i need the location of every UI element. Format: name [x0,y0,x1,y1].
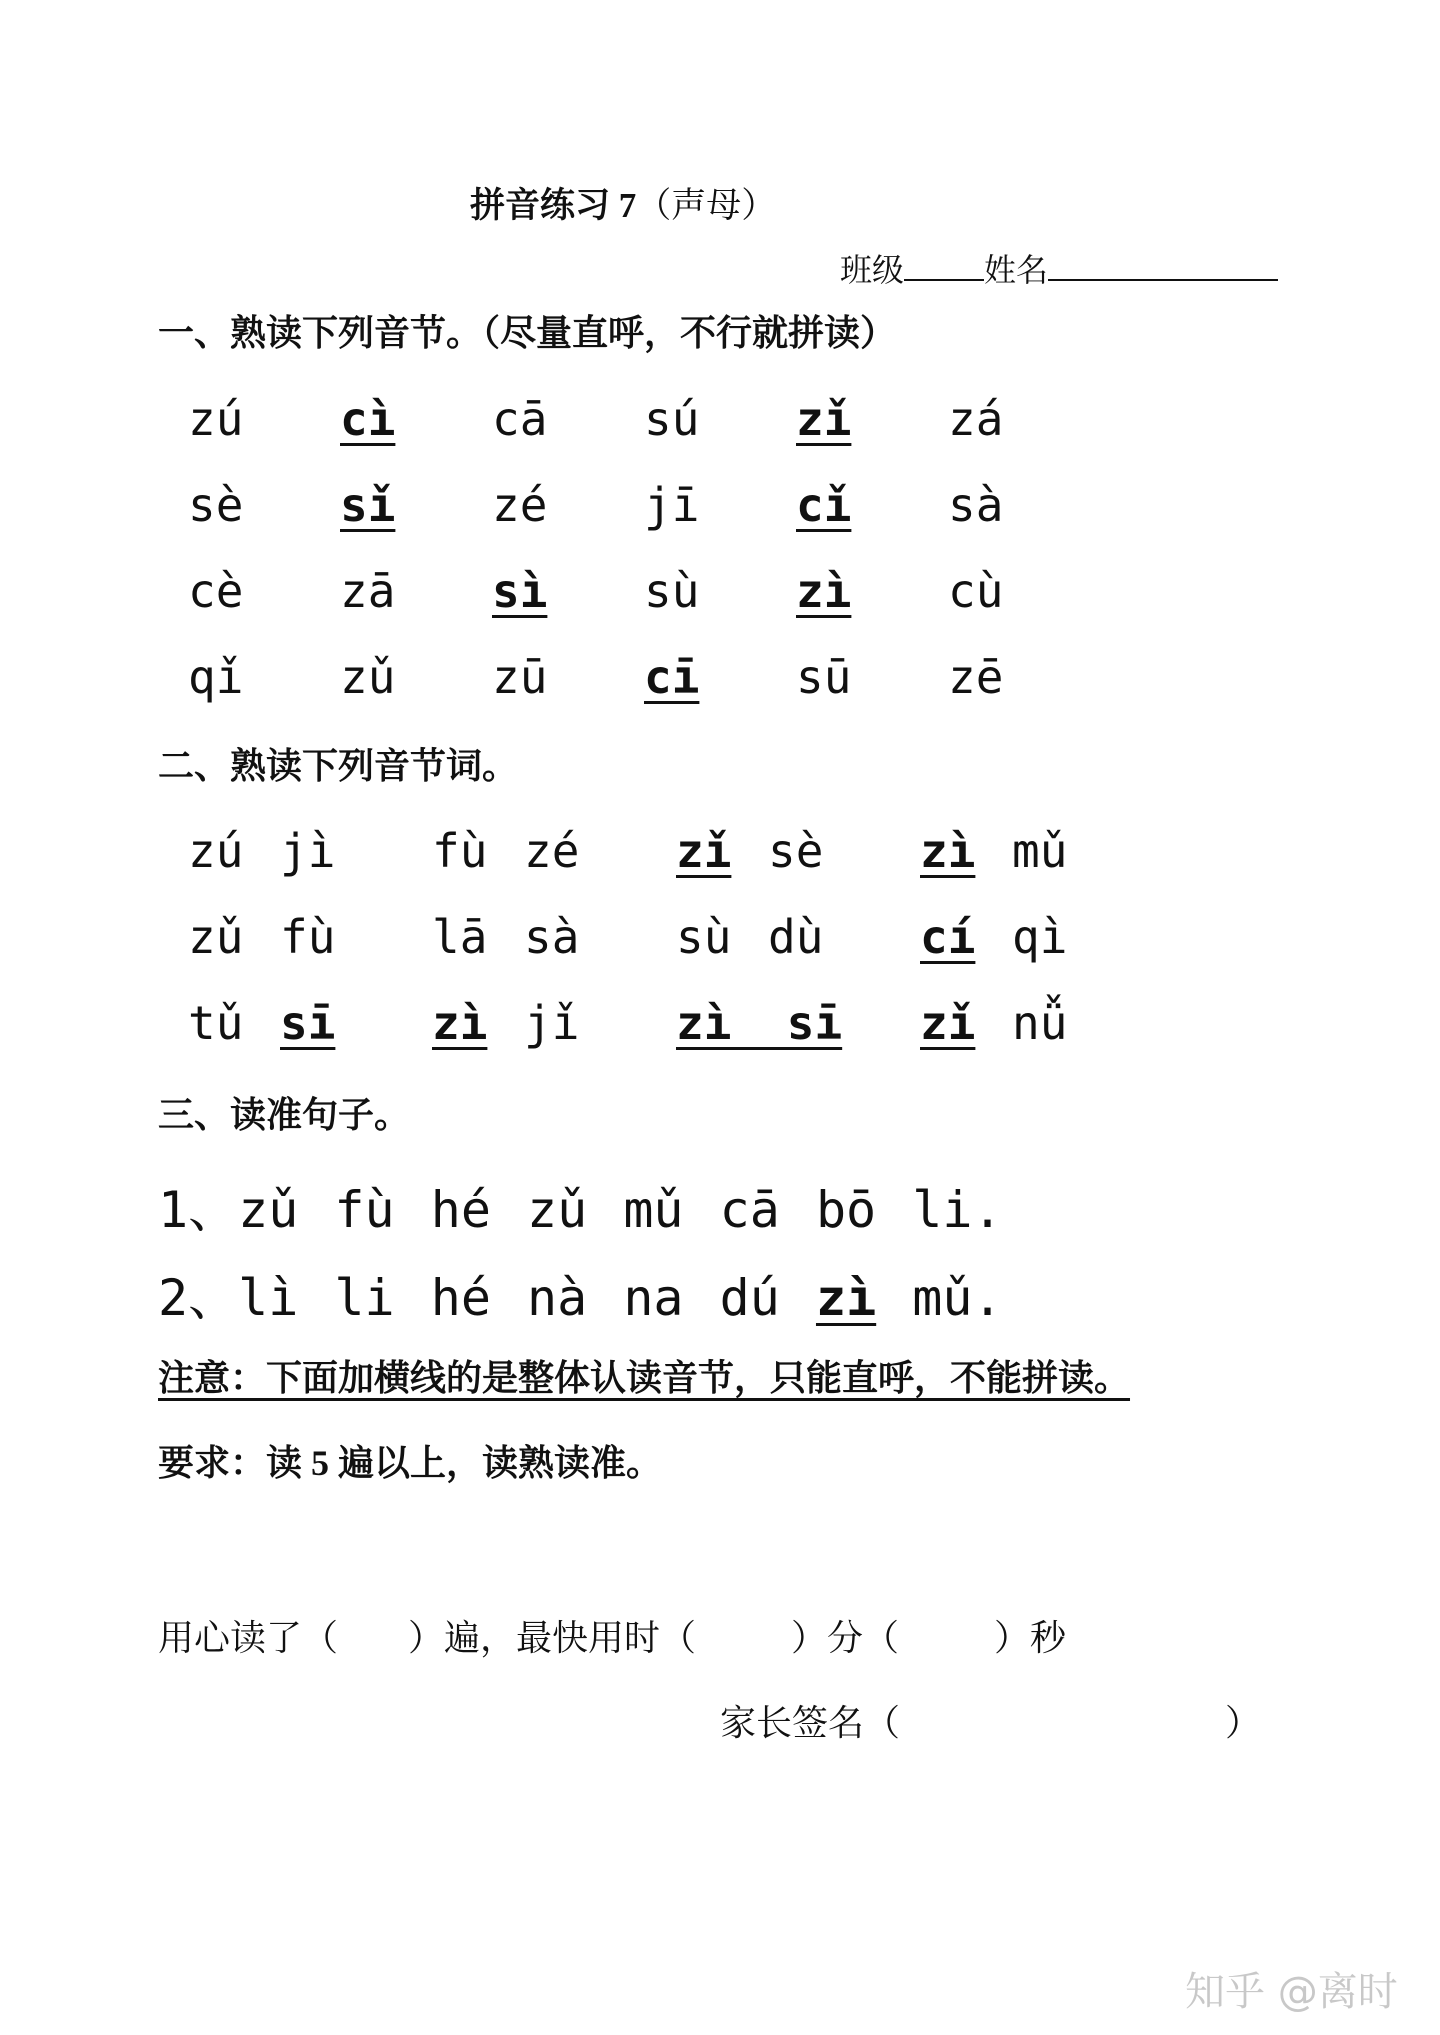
signature-label: 家长签名（ [720,1703,901,1743]
record-time-label: ）遍，最快用时（ [408,1618,697,1658]
requirement-text: 要求：读 5 遍以上，读熟读准。 [158,1443,663,1483]
record-times-label: 用心读了（ [158,1618,339,1658]
syllable: zǔ [340,650,396,704]
title-main: 拼音练习 7 [470,186,637,225]
name-label: 姓名 [984,252,1049,288]
section2-heading: 二、熟读下列音节词。 [158,746,519,786]
syllable: cǐ [796,478,852,532]
syllable: zé [492,478,548,532]
word-syllable: tǔ [188,996,244,1050]
section1-heading: 一、熟读下列音节。（尽量直呼，不行就拼读） [158,313,897,353]
name-blank[interactable] [1048,249,1278,281]
word-syllable: zǐ [920,996,976,1050]
syllable: sú [644,392,700,446]
syllable: cā [492,392,548,446]
word-syllable: zú [188,824,244,878]
syllable: cù [948,564,1004,618]
syllable: zū [492,650,548,704]
syllable: cì [340,392,396,446]
word-syllable: fù [432,824,488,878]
syllable: sì [492,564,548,618]
syllable: sù [644,564,700,618]
word-syllable: fù [280,910,336,964]
word-syllable: zì [920,824,976,878]
syllable: cī [644,650,700,704]
syllable: sǐ [340,478,396,532]
word-syllable: cí [920,910,976,964]
word-syllable: zé [524,824,580,878]
syllable: zǐ [796,392,852,446]
word-syllable: sù [676,910,732,964]
sentence-2 [158,1258,1003,1330]
word-syllable: zì sī [676,996,843,1050]
syllable: zā [340,564,396,618]
syllable: zú [188,392,244,446]
word-syllable: dù [768,910,824,964]
parent-signature [720,1695,1261,1746]
word-syllable: jǐ [524,996,580,1050]
sentence-2-suffix: mǔ. [912,1269,1003,1327]
word-syllable: nǚ [1012,996,1068,1050]
word-syllable: sà [524,910,580,964]
word-syllable: mǔ [1012,824,1068,878]
syllable: cè [188,564,244,618]
word-syllable: jì [280,824,336,878]
reading-record [158,1610,1066,1661]
title-sub: （声母） [636,186,777,225]
syllable: qǐ [188,650,244,704]
word-syllable: zì [432,996,488,1050]
class-field [840,245,1278,291]
sentence-1: 1、zǔ fù hé zǔ mǔ cā bō li. [158,1181,1003,1239]
word-syllable: sī [280,996,336,1050]
watermark: 知乎 @离时 [1185,1969,1398,2015]
page-title [470,178,776,228]
word-syllable: zǐ [676,824,732,878]
syllable: zì [796,564,852,618]
syllable: sū [796,650,852,704]
class-blank[interactable] [904,249,984,281]
word-syllable: zǔ [188,910,244,964]
syllable: zá [948,392,1004,446]
record-minutes-label: ）分（ [791,1618,900,1658]
section3-heading: 三、读准句子。 [158,1095,411,1135]
word-syllable: qì [1012,910,1068,964]
word-syllable: sè [768,824,824,878]
sentence-2-prefix: 2、lì li hé nà na dú [158,1269,780,1327]
syllable: jī [644,478,700,532]
signature-close: ） [1225,1703,1262,1743]
class-label: 班级 [840,252,905,288]
syllable: sà [948,478,1004,532]
note-text: 注意：下面加横线的是整体认读音节，只能直呼，不能拼读。 [158,1358,1131,1398]
record-seconds-label: ）秒 [994,1618,1067,1658]
word-syllable: lā [432,910,488,964]
syllable: zē [948,650,1004,704]
sentence-2-marked-syllable: zì [815,1269,877,1327]
syllable: sè [188,478,244,532]
